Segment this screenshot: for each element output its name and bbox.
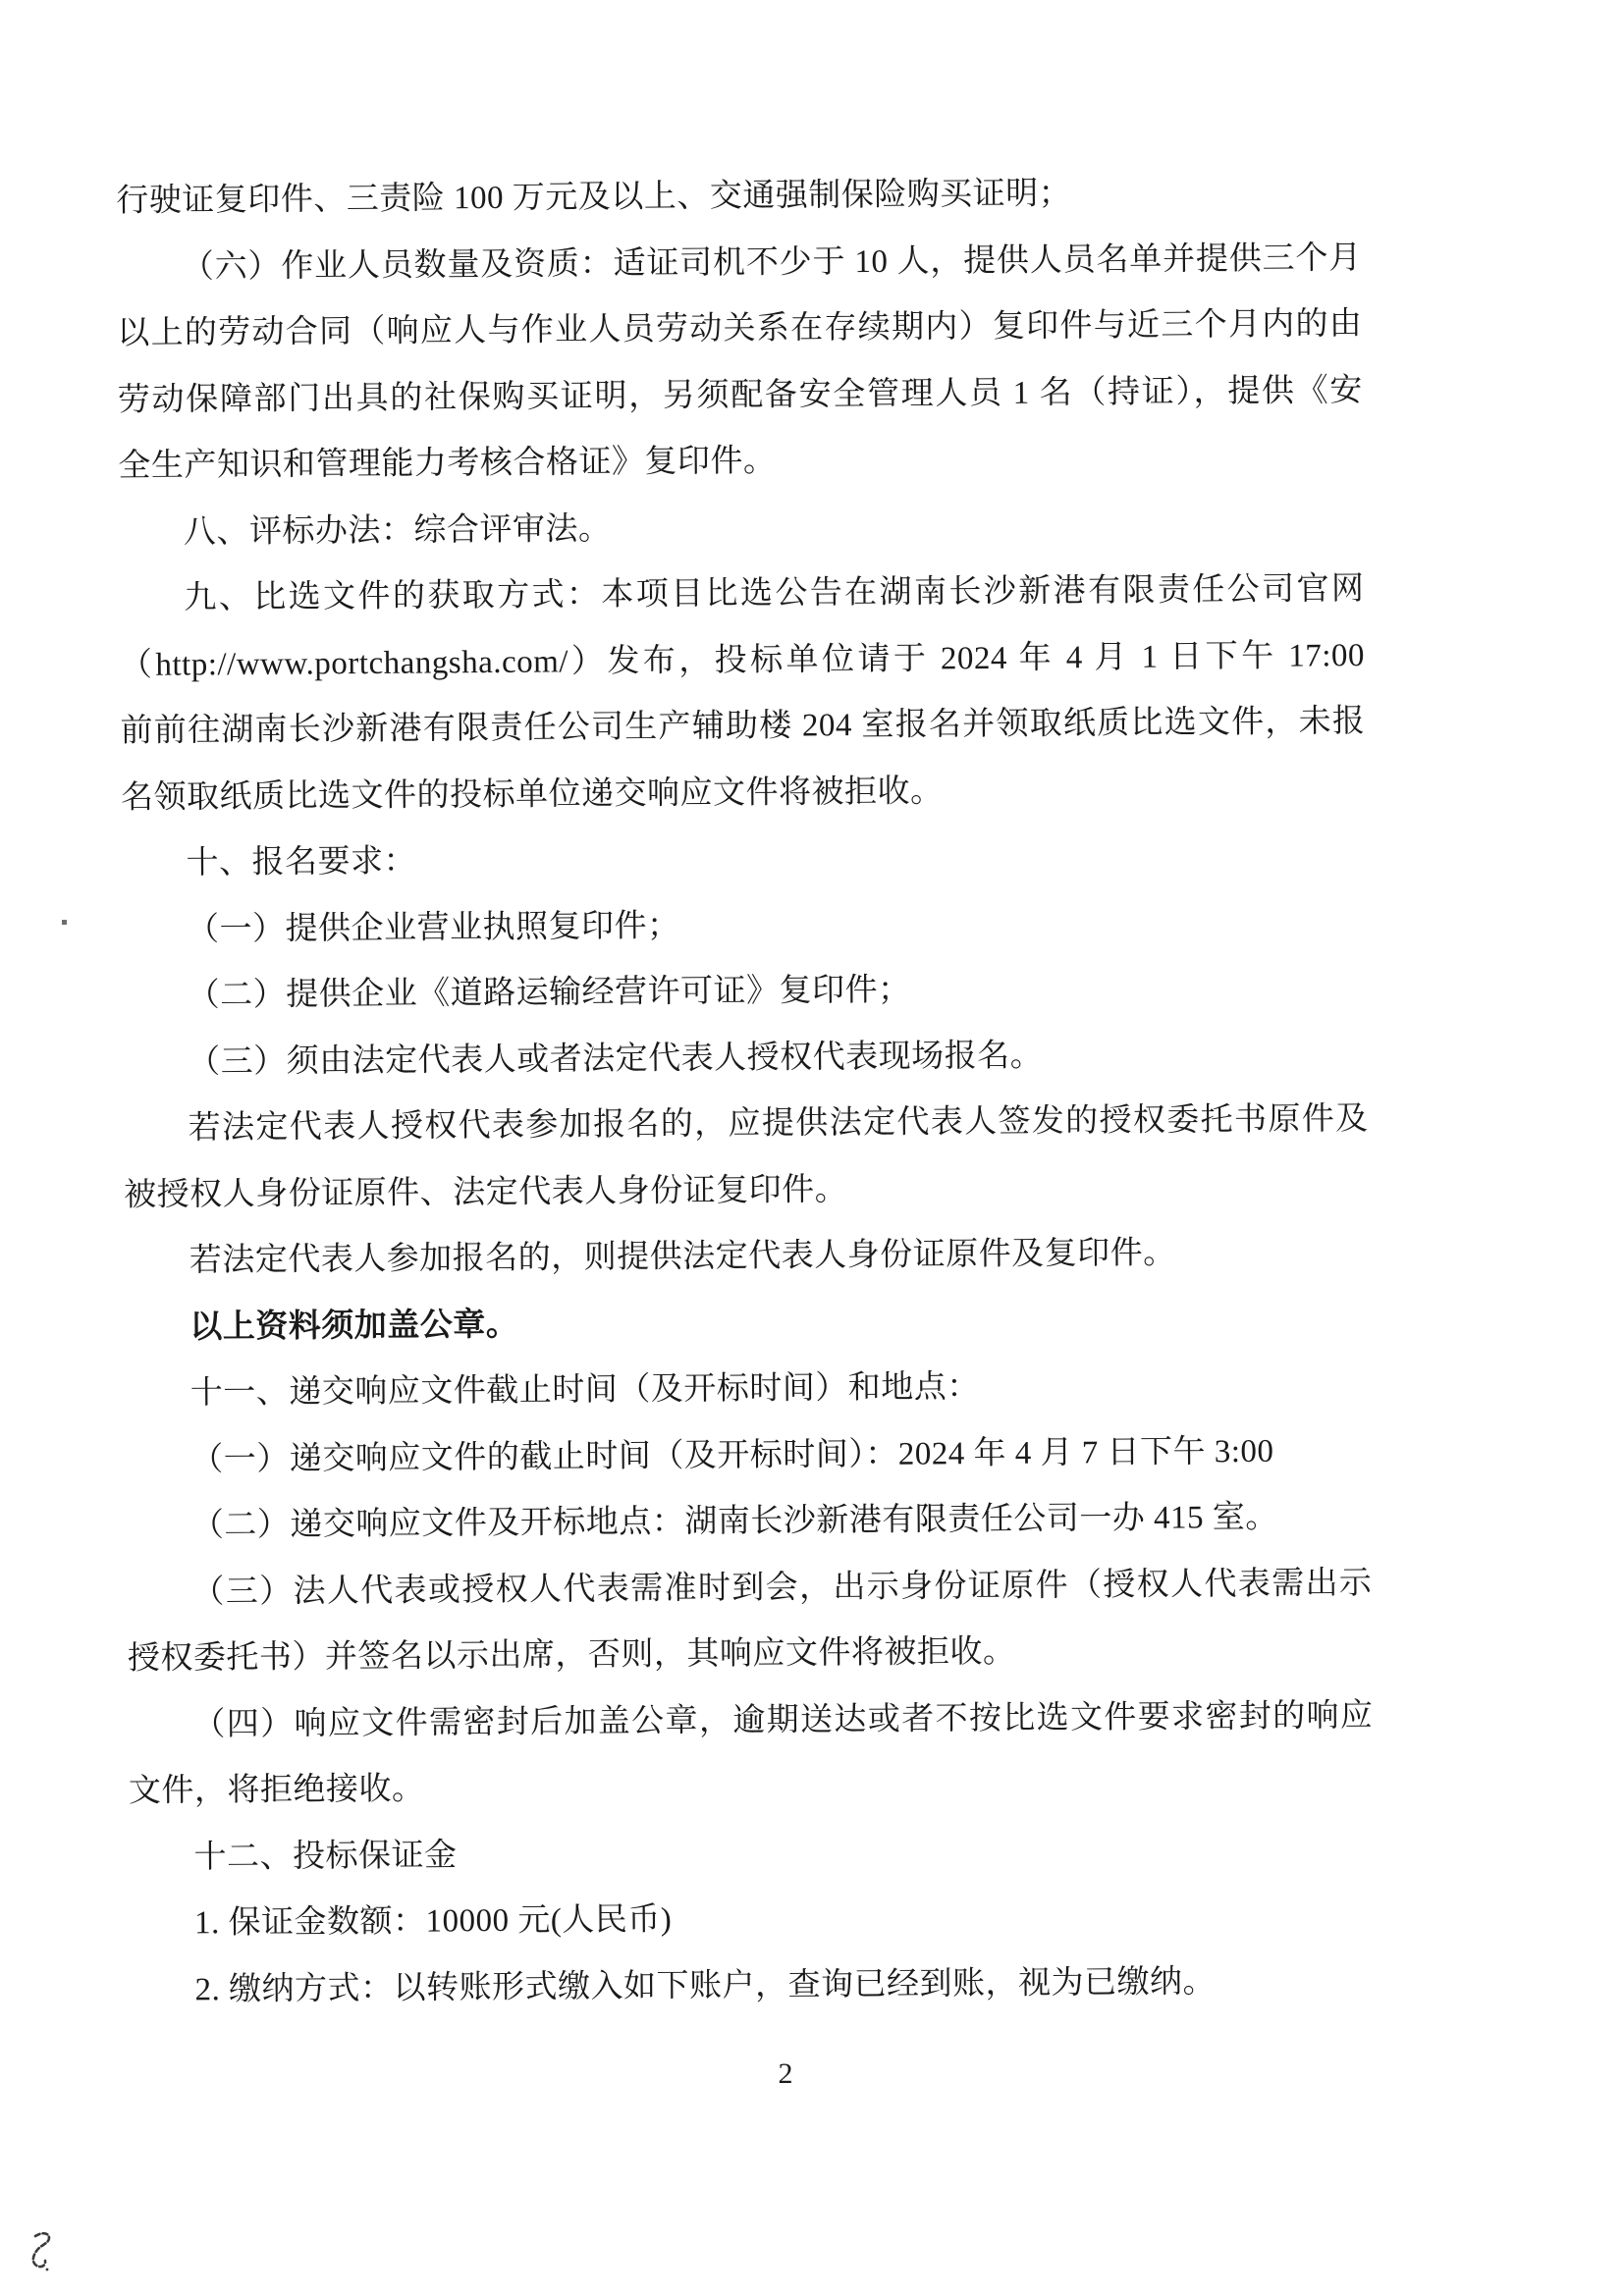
doc-line: 十一、递交响应文件截止时间（及开标时间）和地点：: [189, 1369, 980, 1412]
doc-line: （二）提供企业《道路运输经营许可证》复印件；: [187, 972, 911, 1014]
doc-line: （六）作业人员数量及资质：适证司机不少于 10 人，提供人员名单并提供三个月: [181, 240, 1362, 285]
doc-line: （http://www.portchangsha.com/）发布，投标单位请于 2024 年 4 月 1 日下午 17:00: [119, 637, 1366, 683]
doc-line: 以上的劳动合同（响应人与作业人员劳动关系在存续期内）复印件与近三个月内的由: [117, 306, 1363, 351]
doc-line: （一）递交响应文件的截止时间（及开标时间）：2024 年 4 月 7 日下午 3:00: [190, 1433, 1274, 1477]
doc-line: 若法定代表人授权代表参加报名的，应提供法定代表人签发的授权委托书原件及: [188, 1101, 1369, 1147]
doc-line: （三）法人代表或授权人代表需准时到会，出示身份证原件（授权人代表需出示: [191, 1565, 1373, 1610]
doc-line: （四）响应文件需密封后加盖公章，逾期送达或者不按比选文件要求密封的响应: [192, 1697, 1374, 1742]
doc-line: 前前往湖南长沙新港有限责任公司生产辅助楼 204 室报名并领取纸质比选文件，未报: [120, 704, 1366, 749]
doc-line-emphasis: 以上资料须加盖公章。: [189, 1307, 519, 1345]
page-number: 2: [778, 2057, 793, 2090]
doc-line: 十二、投标保证金: [193, 1837, 458, 1875]
doc-line: 十、报名要求：: [186, 843, 417, 881]
doc-line: 九、比选文件的获取方式：本项目比选公告在湖南长沙新港有限责任公司官网: [184, 571, 1365, 616]
doc-line: （一）提供企业营业执照复印件；: [186, 908, 680, 947]
scan-scribble-mark: [26, 2230, 59, 2277]
doc-line: 授权委托书）并签名以示出席，否则，其响应文件将被拒收。: [127, 1633, 1016, 1677]
doc-line: 劳动保障部门出具的社保购买证明，另须配备安全管理人员 1 名（持证），提供《安: [117, 372, 1363, 418]
doc-line: （二）递交响应文件及开标地点：湖南长沙新港有限责任公司一办 415 室。: [190, 1499, 1278, 1544]
doc-line: 2. 缴纳方式：以转账形式缴入如下账户，查询已经到账，视为已缴纳。: [194, 1963, 1217, 2007]
doc-line: 行驶证复印件、三责险 100 万元及以上、交通强制保险购买证明；: [116, 176, 1072, 219]
document-body: [116, 159, 1376, 2024]
doc-line: 1. 保证金数额：10000 元(人民币): [193, 1901, 673, 1942]
doc-line: 名领取纸质比选文件的投标单位递交响应文件将被拒收。: [120, 773, 944, 816]
scan-speck: [62, 920, 67, 925]
doc-line: 若法定代表人参加报名的，则提供法定代表人身份证原件及复印件。: [189, 1235, 1176, 1279]
doc-line: 八、评标办法：综合评审法。: [183, 510, 612, 550]
doc-line: （三）须由法定代表人或者法定代表人授权代表现场报名。: [188, 1038, 1044, 1080]
doc-line: 被授权人身份证原件、法定代表人身份证复印件。: [124, 1171, 848, 1213]
doc-line: 全生产知识和管理能力考核合格证》复印件。: [118, 443, 777, 484]
doc-line: 文件，将拒绝接收。: [128, 1771, 425, 1809]
